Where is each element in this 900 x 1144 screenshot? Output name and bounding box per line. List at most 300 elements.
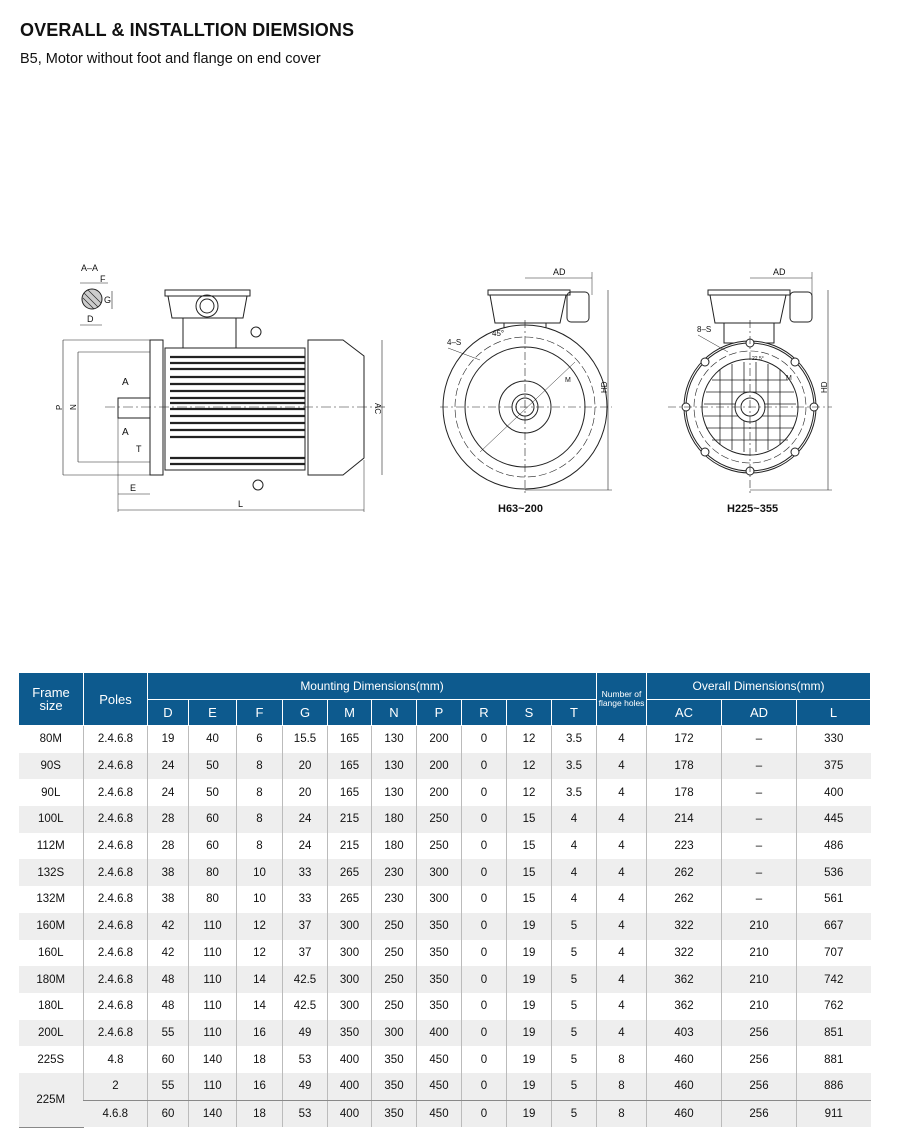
table-cell: 460	[647, 1073, 722, 1100]
table-cell: 5	[552, 1100, 597, 1127]
table-cell: 8	[237, 806, 283, 833]
table-cell: 180L	[37, 1000, 64, 1013]
table-cell: 4	[597, 753, 647, 780]
table-cell: 19	[507, 1020, 552, 1047]
table-row	[19, 886, 871, 913]
table-cell: 362	[647, 993, 722, 1020]
table-cell: 140	[189, 1046, 237, 1073]
table-cell: 2.4.6.8	[84, 966, 148, 993]
table-cell: 48	[148, 993, 189, 1020]
table-cell: 130	[372, 726, 417, 753]
table-cell: 256	[722, 1073, 797, 1100]
table-cell: 4	[597, 913, 647, 940]
dim-f-label: F	[100, 274, 106, 284]
caption-h63-200: H63~200	[498, 503, 543, 515]
table-cell: 215	[328, 806, 372, 833]
table-cell: 132M	[36, 893, 66, 906]
table-cell: 300	[417, 886, 462, 913]
table-cell: 140	[189, 1100, 237, 1127]
table-cell: 350	[328, 1020, 372, 1047]
table-cell: 19	[507, 993, 552, 1020]
table-cell: 19	[507, 940, 552, 967]
caption-h225-355: H225~355	[727, 503, 779, 515]
table-cell: 2.4.6.8	[84, 993, 148, 1020]
dim-ad-label-1: AD	[553, 267, 566, 277]
header-mounting-dimensions: Mounting Dimensions(mm)	[148, 673, 597, 700]
table-cell: 19	[507, 1046, 552, 1073]
header-col-ac: AC	[647, 700, 722, 726]
table-cell: 200L	[19, 1020, 84, 1047]
table-cell: 50	[189, 779, 237, 806]
table-cell: 110	[189, 1073, 237, 1100]
table-cell: 256	[722, 1100, 797, 1127]
table-cell: 3.5	[552, 726, 597, 753]
table-cell: 53	[283, 1046, 328, 1073]
table-cell: 4	[552, 859, 597, 886]
table-cell: 3.5	[552, 779, 597, 806]
table-cell: 55	[148, 1073, 189, 1100]
table-cell: 49	[283, 1020, 328, 1047]
table-cell: 886	[797, 1073, 871, 1100]
table-cell: 362	[647, 966, 722, 993]
table-cell: 37	[283, 940, 328, 967]
dim-n-label: N	[69, 404, 78, 410]
table-cell: 4	[552, 806, 597, 833]
table-cell: 330	[797, 726, 871, 753]
table-cell: 5	[552, 940, 597, 967]
table-row	[19, 940, 871, 967]
table-cell: 350	[372, 1100, 417, 1127]
table-cell: 2.4.6.8	[84, 833, 148, 860]
table-cell: 536	[797, 859, 871, 886]
table-cell: 445	[797, 806, 871, 833]
dim-hd-label-1: HD	[600, 381, 609, 393]
table-cell: 0	[462, 966, 507, 993]
motor-dimension-drawing	[0, 0, 900, 540]
table-cell: –	[722, 806, 797, 833]
table-cell: 38	[148, 886, 189, 913]
dim-m-label-1: M	[565, 377, 571, 384]
table-cell: 0	[462, 859, 507, 886]
table-cell: –	[722, 859, 797, 886]
header-frame-size: Frame size	[19, 673, 84, 726]
table-cell: 5	[552, 993, 597, 1020]
table-cell: 400	[797, 779, 871, 806]
table-cell: 262	[647, 886, 722, 913]
table-cell: 350	[417, 913, 462, 940]
dim-l-label: L	[238, 499, 244, 509]
table-cell: 230	[372, 886, 417, 913]
flange-holes-label-2: 8–S	[697, 325, 712, 334]
table-cell: –	[722, 753, 797, 780]
header-col-f: F	[237, 700, 283, 726]
table-cell: 300	[328, 993, 372, 1020]
flange-holes-label-1: 4–S	[447, 338, 462, 347]
table-cell: 60	[148, 1100, 189, 1127]
table-cell: 225S	[37, 1053, 65, 1066]
table-cell: 0	[462, 726, 507, 753]
table-cell: 53	[283, 1100, 328, 1127]
table-cell: 24	[148, 779, 189, 806]
table-row	[19, 753, 871, 780]
table-cell: 250	[417, 806, 462, 833]
table-cell: 8	[237, 833, 283, 860]
table-cell: –	[722, 726, 797, 753]
table-cell: 214	[647, 806, 722, 833]
table-cell: 300	[372, 1020, 417, 1047]
table-cell: 15.5	[283, 726, 328, 753]
table-cell: 180	[372, 833, 417, 860]
table-cell: 33	[283, 859, 328, 886]
table-cell: 172	[647, 726, 722, 753]
table-cell: 12	[507, 726, 552, 753]
table-cell: 37	[283, 913, 328, 940]
table-cell: 265	[328, 886, 372, 913]
table-cell: 24	[283, 833, 328, 860]
table-cell: 5	[552, 1073, 597, 1100]
table-cell: 20	[283, 753, 328, 780]
table-cell: 8	[597, 1046, 647, 1073]
section-mark-top: A	[122, 377, 129, 388]
table-cell: 210	[722, 966, 797, 993]
table-cell: 12	[237, 940, 283, 967]
table-cell: 322	[647, 940, 722, 967]
table-cell-frame-merged: 225M	[19, 1073, 84, 1127]
header-overall-dimensions: Overall Dimensions(mm)	[647, 673, 871, 700]
table-cell: 15	[507, 859, 552, 886]
table-cell: 223	[647, 833, 722, 860]
table-cell: 2.4.6.8	[84, 779, 148, 806]
table-cell: 4	[597, 806, 647, 833]
header-col-m: M	[328, 700, 372, 726]
table-cell: 0	[462, 1046, 507, 1073]
table-cell: 50	[189, 753, 237, 780]
table-cell: 4.8	[84, 1046, 148, 1073]
table-cell: 12	[237, 913, 283, 940]
table-cell: 300	[328, 913, 372, 940]
table-cell: 2	[84, 1073, 148, 1100]
table-cell: 80	[189, 859, 237, 886]
table-cell: 4	[597, 726, 647, 753]
table-cell: 5	[552, 1046, 597, 1073]
table-cell: 2.4.6.8	[84, 806, 148, 833]
table-cell: 350	[372, 1046, 417, 1073]
table-cell: 160L	[37, 946, 64, 959]
table-cell: 112M	[36, 840, 65, 853]
table-cell: 24	[283, 806, 328, 833]
table-cell: 4	[552, 886, 597, 913]
table-cell: 2.4.6.8	[84, 726, 148, 753]
page-subtitle: B5, Motor without foot and flange on end cover	[20, 51, 321, 67]
table-cell: 707	[797, 940, 871, 967]
table-row	[19, 1100, 871, 1127]
table-cell: 14	[237, 993, 283, 1020]
table-cell: 8	[597, 1100, 647, 1127]
table-cell: 4	[552, 833, 597, 860]
front-view-small-frame	[440, 267, 612, 515]
front-view-large-frame	[668, 267, 832, 515]
dim-g-label: G	[104, 295, 112, 305]
table-cell: 400	[328, 1046, 372, 1073]
table-cell: 132S	[19, 859, 84, 886]
header-col-d: D	[148, 700, 189, 726]
table-cell: 0	[462, 1073, 507, 1100]
table-row	[19, 966, 871, 993]
header-col-s: S	[507, 700, 552, 726]
table-cell: 0	[462, 1100, 507, 1127]
table-cell: 250	[372, 913, 417, 940]
table-cell: 4	[597, 1020, 647, 1047]
table-cell: 350	[372, 1073, 417, 1100]
table-row	[19, 1073, 871, 1100]
table-cell: 911	[797, 1100, 871, 1127]
table-cell: 110	[189, 966, 237, 993]
table-cell: 3.5	[552, 753, 597, 780]
table-row	[19, 726, 871, 753]
table-cell: 16	[237, 1073, 283, 1100]
dim-t-label: T	[136, 444, 142, 454]
table-cell: 200	[417, 779, 462, 806]
table-cell: 60	[189, 806, 237, 833]
table-cell: 215	[328, 833, 372, 860]
table-cell: 450	[417, 1046, 462, 1073]
table-cell: 2.4.6.8	[84, 859, 148, 886]
table-cell: 851	[797, 1020, 871, 1047]
table-cell: 265	[328, 859, 372, 886]
table-cell: 19	[507, 966, 552, 993]
table-cell: 400	[417, 1020, 462, 1047]
table-cell: 110	[189, 993, 237, 1020]
table-cell: 450	[417, 1073, 462, 1100]
header-col-n: N	[372, 700, 417, 726]
table-cell: 15	[507, 886, 552, 913]
table-cell: 0	[462, 913, 507, 940]
table-cell: 165	[328, 779, 372, 806]
table-cell: 4	[597, 940, 647, 967]
table-cell: 230	[372, 859, 417, 886]
table-cell: 2.4.6.8	[84, 940, 148, 967]
table-cell: 762	[797, 993, 871, 1020]
dim-e-label: E	[130, 483, 137, 493]
table-cell: 8	[237, 779, 283, 806]
table-cell: 42	[148, 913, 189, 940]
table-cell: 15	[507, 833, 552, 860]
table-cell: 667	[797, 913, 871, 940]
header-col-t: T	[552, 700, 597, 726]
table-cell: 18	[237, 1046, 283, 1073]
page-title: OVERALL & INSTALLTION DIEMSIONS	[20, 20, 355, 40]
header-col-l: L	[797, 700, 871, 726]
table-cell: 400	[328, 1100, 372, 1127]
table-cell: 130	[372, 753, 417, 780]
table-cell: 300	[328, 940, 372, 967]
table-cell: 2.4.6.8	[84, 753, 148, 780]
table-cell: 5	[552, 913, 597, 940]
table-cell: 40	[189, 726, 237, 753]
table-cell: 8	[597, 1073, 647, 1100]
table-cell: 110	[189, 940, 237, 967]
table-cell: 2.4.6.8	[84, 913, 148, 940]
table-cell: 0	[462, 753, 507, 780]
table-cell: 256	[722, 1046, 797, 1073]
table-row	[19, 806, 871, 833]
table-cell: 24	[148, 753, 189, 780]
dim-m-label-2: M	[786, 375, 792, 382]
table-cell: 55	[148, 1020, 189, 1047]
table-cell: 38	[148, 859, 189, 886]
table-cell: 561	[797, 886, 871, 913]
table-cell: 10	[237, 886, 283, 913]
table-cell: 350	[417, 966, 462, 993]
table-cell: 20	[283, 779, 328, 806]
table-row	[19, 859, 871, 886]
table-cell: 0	[462, 806, 507, 833]
table-cell: 60	[148, 1046, 189, 1073]
header-col-g: G	[283, 700, 328, 726]
table-cell: 90S	[19, 753, 84, 780]
table-cell: 460	[647, 1100, 722, 1127]
table-cell: 450	[417, 1100, 462, 1127]
table-cell: 250	[372, 966, 417, 993]
header-col-ad: AD	[722, 700, 797, 726]
table-cell: –	[722, 833, 797, 860]
table-cell: 178	[647, 753, 722, 780]
table-cell: 350	[417, 940, 462, 967]
table-cell: 210	[722, 940, 797, 967]
table-cell: 742	[797, 966, 871, 993]
table-cell: 49	[283, 1073, 328, 1100]
table-cell: 14	[237, 966, 283, 993]
dim-ad-label-2: AD	[773, 267, 786, 277]
table-cell: 0	[462, 886, 507, 913]
table-cell: 0	[462, 940, 507, 967]
dimensions-table	[18, 672, 871, 1128]
table-cell: 16	[237, 1020, 283, 1047]
section-mark-bottom: A	[122, 427, 129, 438]
table-cell: 262	[647, 859, 722, 886]
table-cell: 130	[372, 779, 417, 806]
table-cell: 4.6.8	[84, 1100, 148, 1127]
table-cell: 5	[552, 966, 597, 993]
table-cell: 250	[372, 993, 417, 1020]
table-cell: 4	[597, 993, 647, 1020]
table-cell: 256	[722, 1020, 797, 1047]
table-cell: 200	[417, 726, 462, 753]
table-cell: 19	[507, 913, 552, 940]
table-cell: 300	[417, 859, 462, 886]
table-cell: 28	[148, 833, 189, 860]
table-row	[19, 833, 871, 860]
table-cell: 2.4.6.8	[84, 886, 148, 913]
header-poles: Poles	[84, 673, 148, 726]
table-cell: 0	[462, 779, 507, 806]
table-cell: 42	[148, 940, 189, 967]
table-cell: –	[722, 886, 797, 913]
table-cell: 15	[507, 806, 552, 833]
table-row	[19, 1020, 871, 1047]
header-flange-holes: Number of flange holes	[597, 673, 647, 726]
table-cell: 210	[722, 993, 797, 1020]
table-cell: 881	[797, 1046, 871, 1073]
table-cell: 8	[237, 753, 283, 780]
table-cell: 160M	[19, 913, 84, 940]
table-row	[19, 1046, 871, 1073]
table-cell: 6	[237, 726, 283, 753]
table-cell: 18	[237, 1100, 283, 1127]
table-cell: 250	[372, 940, 417, 967]
table-cell: 100L	[19, 806, 84, 833]
angle-label-1: 45°	[492, 329, 505, 338]
table-row	[19, 779, 871, 806]
table-cell: 12	[507, 779, 552, 806]
dim-ac-label: AC	[373, 403, 382, 415]
table-cell: 200	[417, 753, 462, 780]
table-cell: 4	[597, 966, 647, 993]
table-cell: 90L	[41, 786, 61, 799]
table-cell: 375	[797, 753, 871, 780]
table-cell: –	[722, 779, 797, 806]
table-cell: 0	[462, 1020, 507, 1047]
dim-p-label: P	[55, 404, 64, 410]
table-cell: 5	[552, 1020, 597, 1047]
table-cell: 19	[507, 1100, 552, 1127]
table-row	[19, 913, 871, 940]
table-cell: 42.5	[283, 993, 328, 1020]
table-cell: 322	[647, 913, 722, 940]
table-cell: 60	[189, 833, 237, 860]
table-cell: 460	[647, 1046, 722, 1073]
dim-hd-label-2: HD	[820, 381, 829, 393]
table-cell: 19	[507, 1073, 552, 1100]
table-cell: 33	[283, 886, 328, 913]
table-cell: 0	[462, 993, 507, 1020]
table-cell: 28	[148, 806, 189, 833]
table-cell: 486	[797, 833, 871, 860]
table-cell: 403	[647, 1020, 722, 1047]
table-cell: 4	[597, 779, 647, 806]
header-col-e: E	[189, 700, 237, 726]
table-cell: 0	[462, 833, 507, 860]
table-cell: 110	[189, 1020, 237, 1047]
dim-d-label: D	[87, 314, 94, 324]
table-cell: 178	[647, 779, 722, 806]
side-view	[55, 263, 385, 512]
table-cell: 48	[148, 966, 189, 993]
table-cell: 2.4.6.8	[84, 1020, 148, 1047]
table-cell: 180M	[19, 966, 84, 993]
table-cell: 42.5	[283, 966, 328, 993]
table-cell: 180	[372, 806, 417, 833]
header-col-p: P	[417, 700, 462, 726]
table-cell: 4	[597, 833, 647, 860]
angle-label-2: 22.5°	[752, 356, 764, 362]
table-cell: 80M	[39, 733, 62, 746]
table-cell: 350	[417, 993, 462, 1020]
table-cell: 400	[328, 1073, 372, 1100]
table-cell: 210	[722, 913, 797, 940]
table-cell: 80	[189, 886, 237, 913]
header-col-r: R	[462, 700, 507, 726]
table-cell: 12	[507, 753, 552, 780]
table-cell: 4	[597, 886, 647, 913]
table-cell: 19	[148, 726, 189, 753]
table-cell: 4	[597, 859, 647, 886]
table-row	[19, 993, 871, 1020]
table-cell: 10	[237, 859, 283, 886]
table-cell: 165	[328, 726, 372, 753]
table-cell: 110	[189, 913, 237, 940]
table-cell: 250	[417, 833, 462, 860]
